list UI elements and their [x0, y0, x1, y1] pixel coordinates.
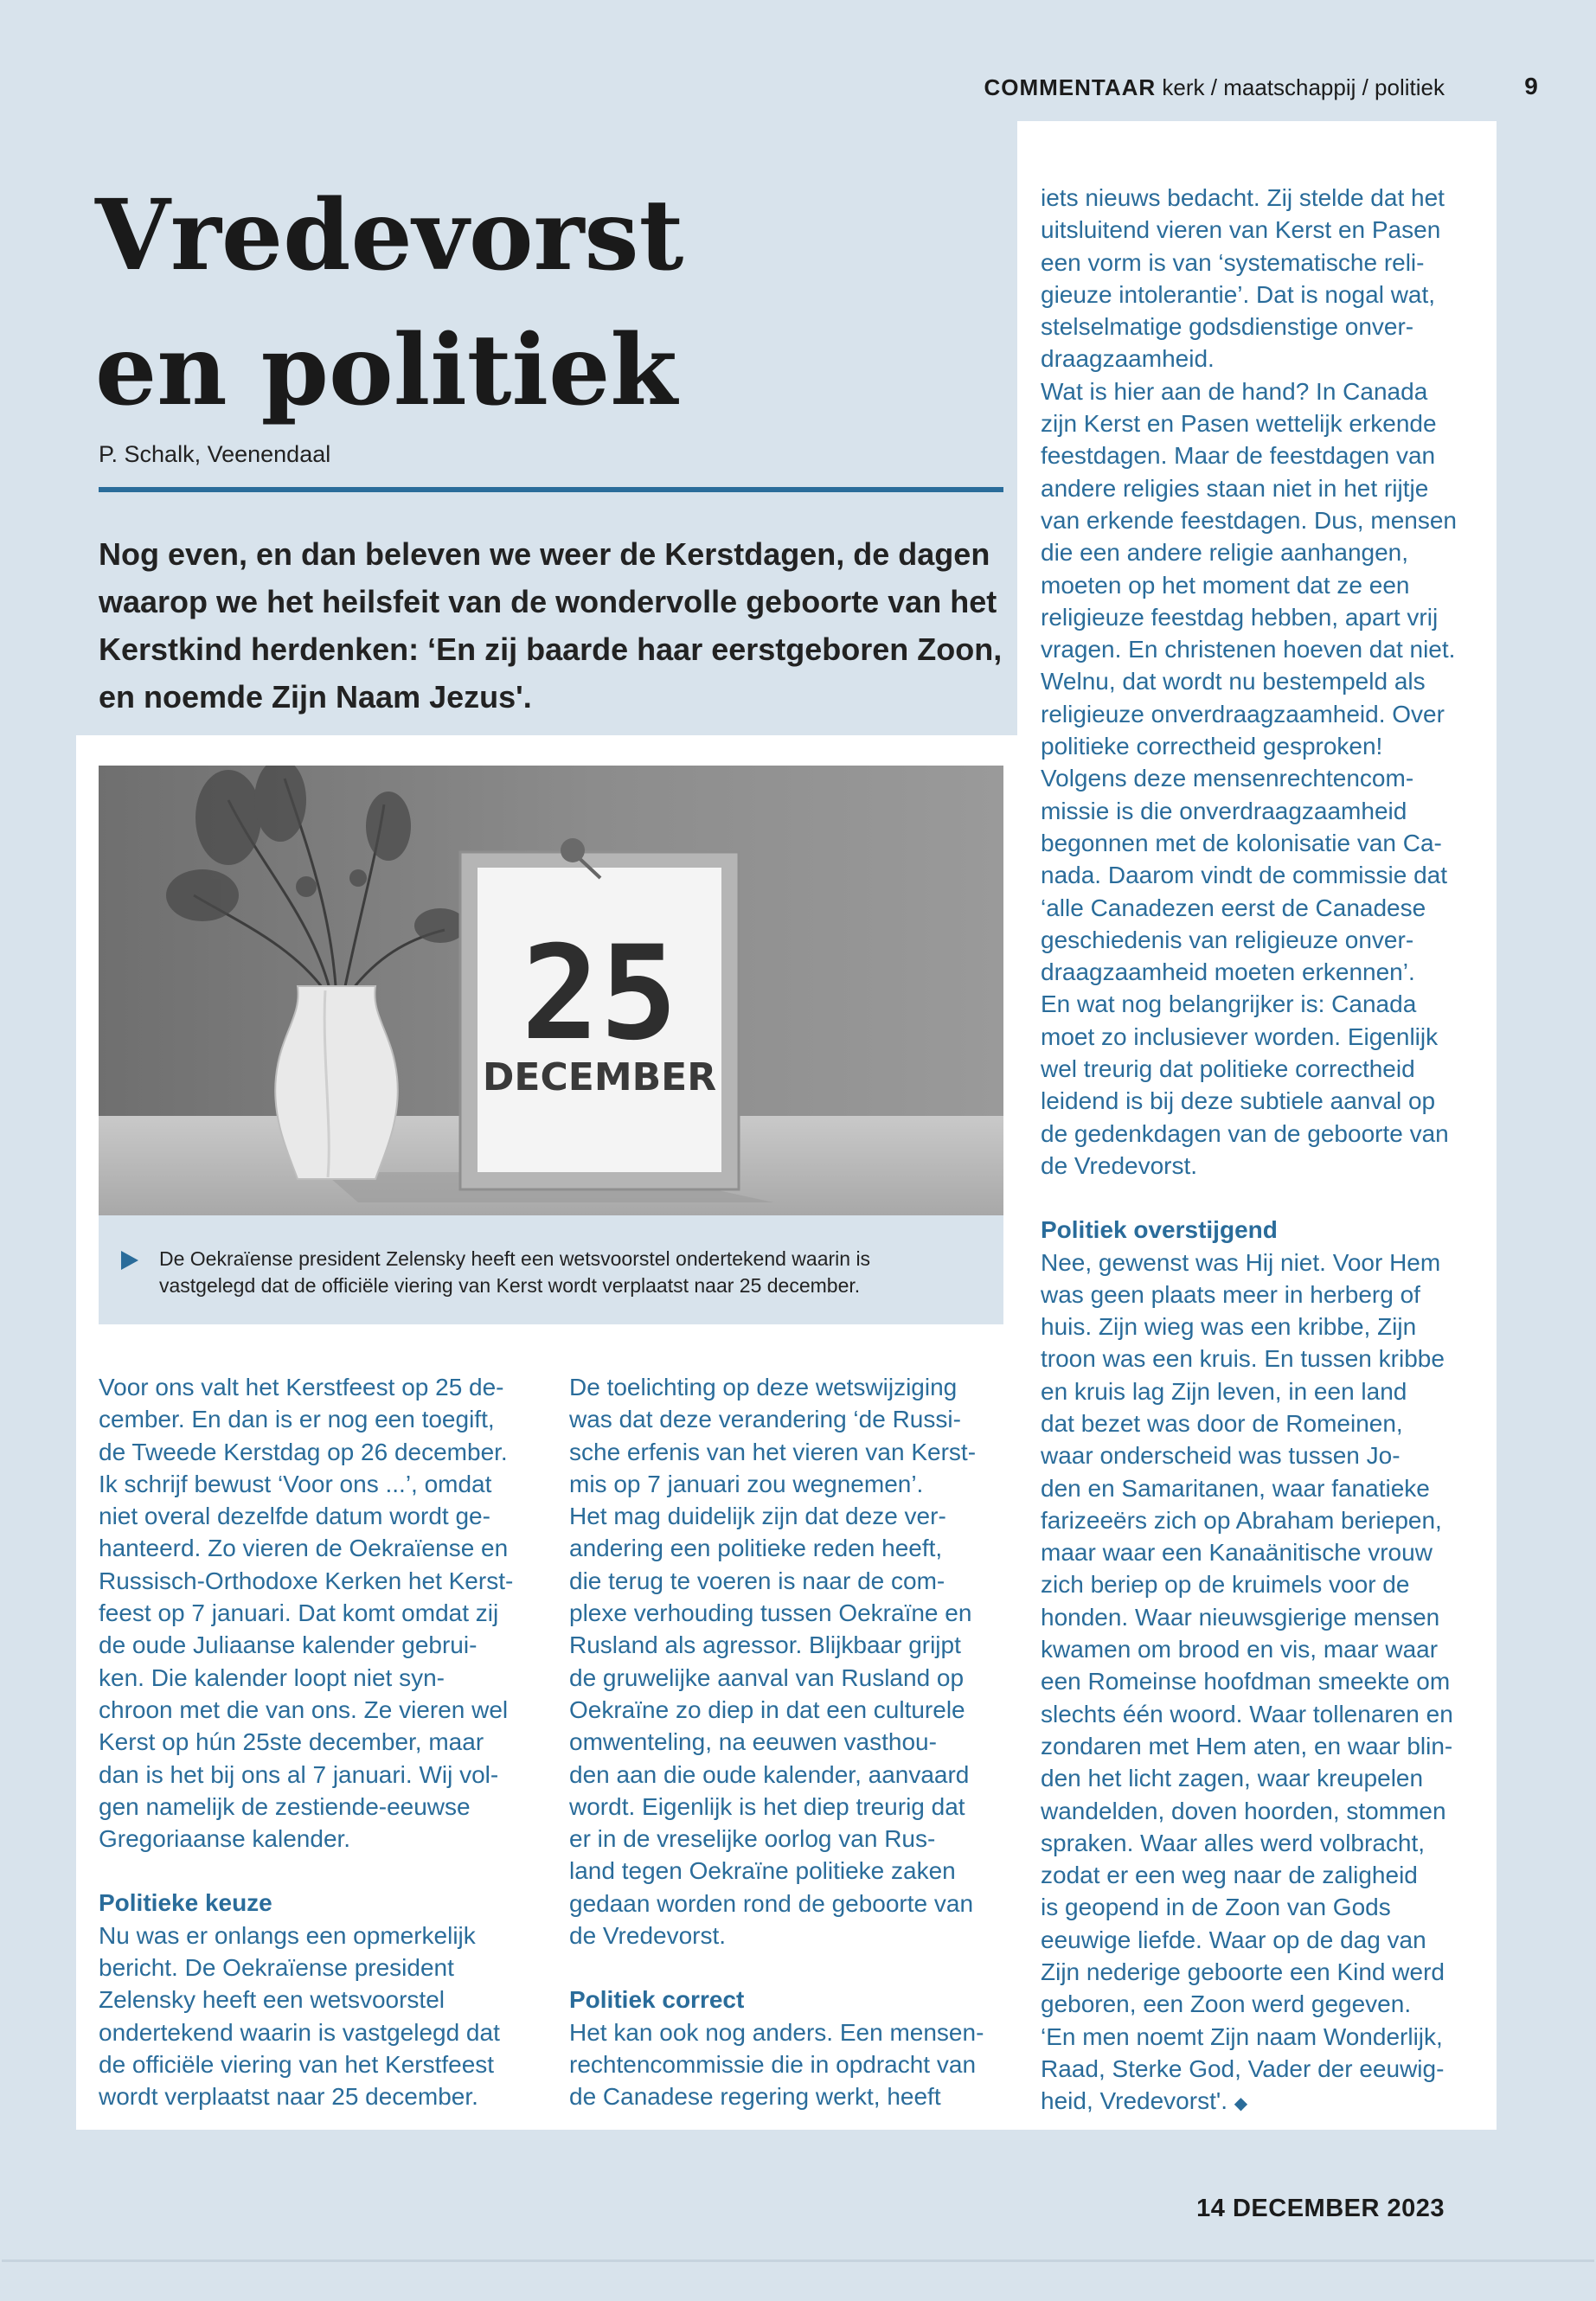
lead-line: Nog even, en dan beleven we weer de Kerstdagen, de dagen [99, 536, 990, 572]
text-line: ondertekend waarin is vastgelegd dat [99, 2018, 500, 2046]
text-line: Zijn nederige geboorte een Kind werd [1041, 1958, 1445, 1986]
text-line: moeten op het moment dat ze een [1041, 571, 1410, 599]
author-byline: P. Schalk, Veenendaal [99, 441, 331, 467]
text-line: Gregoriaanse kalender. [99, 1825, 351, 1853]
text-line: omwenteling, na eeuwen vasthou- [569, 1728, 937, 1756]
text-line: mis op 7 januari zou wegnemen’. [569, 1470, 924, 1497]
text-line: feest op 7 januari. Dat komt omdat zij [99, 1599, 499, 1627]
text-line: draagzaamheid. [1041, 345, 1215, 373]
text-line: gedaan worden rond de geboorte van [569, 1889, 974, 1917]
bottom-line [2, 2259, 1594, 2262]
text-line: de gruwelijke aanval van Rusland op [569, 1663, 965, 1691]
calendar-number: 25 [521, 919, 678, 1069]
text-line: politieke correctheid gesproken! [1041, 733, 1383, 760]
header-band [1017, 21, 1497, 121]
subheading-politieke-keuze: Politieke keuze [99, 1889, 272, 1917]
text-line: uitsluitend vieren van Kerst en Pasen [1041, 216, 1441, 244]
column-3 [1041, 182, 1490, 2121]
text-line: En wat nog belangrijker is: Canada [1041, 990, 1417, 1018]
caption-line: vastgelegd dat de officiële viering van Kerst wordt verplaatst naar 25 december. [159, 1274, 861, 1297]
issue-date: 14 DECEMBER 2023 [1196, 2195, 1445, 2222]
text-line: bericht. De Oekraïense president [99, 1954, 454, 1982]
text-line: zich beriep op de kruimels voor de [1041, 1571, 1410, 1599]
paragraph-gap [569, 1952, 1019, 1984]
text-line: sche erfenis van het vieren van Kerst- [569, 1438, 977, 1465]
text-line: zijn Kerst en Pasen wettelijk erkende [1041, 410, 1437, 438]
paragraph-gap [1041, 1182, 1490, 1214]
text-line: de Vredevorst. [569, 1922, 727, 1950]
text-line: waar onderscheid was tussen Jo- [1041, 1442, 1401, 1470]
text-line: Wat is hier aan de hand? In Canada [1041, 377, 1428, 405]
text-line: plexe verhouding tussen Oekraïne en [569, 1599, 972, 1627]
page-background-top [0, 0, 1596, 21]
text-line: Volgens deze mensenrechtencom- [1041, 765, 1414, 792]
title-rule [99, 487, 1003, 492]
text-line: wordt. Eigenlijk is het diep treurig dat [569, 1792, 965, 1820]
title-line-2: en politiek [95, 314, 677, 427]
text-line: feestdagen. Maar de feestdagen van [1041, 442, 1436, 470]
text-line: Nee, gewenst was Hij niet. Voor Hem [1041, 1248, 1441, 1276]
lead-paragraph [99, 530, 1007, 721]
running-header [865, 74, 1445, 101]
lead-line: Kerstkind herdenken: ‘En zij baarde haar eerstgeboren Zoon, [99, 631, 1003, 667]
column-2 [569, 1371, 1019, 2113]
text-line: dat bezet was door de Romeinen, [1041, 1409, 1403, 1437]
text-line: religieuze feestdag hebben, apart vrij [1041, 603, 1439, 631]
section-label: COMMENTAAR [984, 74, 1157, 100]
text-line: vragen. En christenen hoeven dat niet. [1041, 636, 1456, 663]
text-line: den en Samaritanen, waar fanatieke [1041, 1474, 1430, 1502]
text-line: de Tweede Kerstdag op 26 december. [99, 1438, 508, 1465]
text-line: de officiële viering van het Kerstfeest [99, 2050, 495, 2078]
text-line: en kruis lag Zijn leven, in een land [1041, 1377, 1407, 1405]
text-line: stelselmatige godsdienstige onver- [1041, 313, 1414, 341]
text-line: de Canadese regering werkt, heeft [569, 2083, 941, 2111]
text-line: Rusland als agressor. Blijkbaar grijpt [569, 1631, 961, 1659]
section-topics: kerk / maatschappij / politiek [1162, 74, 1445, 100]
text-line: van erkende feestdagen. Dus, mensen [1041, 506, 1457, 534]
text-line-last [1041, 2085, 1490, 2120]
text-line: Voor ons valt het Kerstfeest op 25 de- [99, 1374, 504, 1400]
text-line: begonnen met de kolonisatie van Ca- [1041, 829, 1442, 856]
text-line: er in de vreselijke oorlog van Rus- [569, 1825, 936, 1853]
text-line: wandelden, doven hoorden, stommen [1041, 1797, 1446, 1824]
text-line: religieuze onverdraagzaamheid. Over [1041, 700, 1445, 727]
text-line: die terug te voeren is naar de com- [569, 1567, 945, 1594]
text-line: nada. Daarom vindt de commissie dat [1041, 862, 1447, 889]
text-line: hanteerd. Zo vieren de Oekraïense en [99, 1535, 509, 1562]
text-line: farizeeërs zich op Abraham beriepen, [1041, 1506, 1442, 1534]
text-line: andere religies staan niet in het rijtje [1041, 474, 1429, 502]
text-line: wordt verplaatst naar 25 december. [99, 2083, 478, 2111]
text-line: kwamen om brood en vis, maar waar [1041, 1636, 1439, 1663]
text-line: huis. Zijn wieg was een kribbe, Zijn [1041, 1313, 1417, 1341]
page-number: 9 [1524, 73, 1538, 99]
article-photo [99, 766, 1003, 1215]
text-line: chroon met die van ons. Ze vieren wel [99, 1695, 509, 1723]
text-line: niet overal dezelfde datum wordt ge- [99, 1503, 490, 1530]
page-background-right [1497, 0, 1596, 2301]
caption-arrow-icon [121, 1251, 138, 1270]
text-line: Het kan ook nog anders. Een mensen- [569, 2018, 984, 2046]
text-line: moet zo inclusiever worden. Eigenlijk [1041, 1022, 1439, 1050]
text-line: troon was een kruis. En tussen kribbe [1041, 1345, 1445, 1373]
text-line: gen namelijk de zestiende-eeuwse [99, 1792, 471, 1820]
subheading-politiek-correct: Politiek correct [569, 1986, 745, 2014]
text-line: een vorm is van ‘systematische reli- [1041, 248, 1425, 276]
text-line: de oude Juliaanse kalender gebrui- [99, 1631, 478, 1659]
text-line: zodat er een weg naar de zaligheid [1041, 1862, 1418, 1889]
text-line: geschiedenis van religieuze onver- [1041, 926, 1414, 953]
text-line: cember. En dan is er nog een toegift, [99, 1406, 495, 1433]
text-line: Het mag duidelijk zijn dat deze ver- [569, 1503, 946, 1530]
text-line: de Vredevorst. [1041, 1151, 1198, 1179]
vase [275, 986, 398, 1179]
text-line: rechtencommissie die in opdracht van [569, 2050, 977, 2078]
subheading-politiek-overstijgend: Politiek overstijgend [1041, 1216, 1278, 1244]
text-line: gieuze intolerantie’. Dat is nogal wat, [1041, 280, 1436, 308]
article-title [95, 169, 683, 439]
text-line: draagzaamheid moeten erkennen’. [1041, 958, 1415, 986]
text-line: slechts één woord. Waar tollenaren en [1041, 1700, 1453, 1727]
text-line: den het licht zagen, waar kreupelen [1041, 1765, 1424, 1792]
text-line: was dat deze verandering ‘de Russi- [569, 1406, 961, 1433]
text-line: Zelensky heeft een wetsvoorstel [99, 1986, 445, 2014]
text-line: Russisch-Orthodoxe Kerken het Kerst- [99, 1567, 514, 1594]
column-1 [99, 1371, 548, 2113]
text-line: ken. Die kalender loopt niet syn- [99, 1663, 445, 1691]
text-line: De toelichting op deze wetswijziging [569, 1374, 958, 1400]
text-line: dan is het bij ons al 7 januari. Wij vol- [99, 1760, 499, 1788]
calendar-photo-illustration [99, 766, 1003, 1215]
text-line: Nu was er onlangs een opmerkelijk [99, 1921, 476, 1949]
text-line: wel treurig dat politieke correctheid [1041, 1055, 1415, 1083]
page-background-left [0, 0, 76, 2301]
text-line: een Romeinse hoofdman smeekte om [1041, 1668, 1451, 1695]
text-line: iets nieuws bedacht. Zij stelde dat het [1041, 184, 1445, 211]
text-line: den aan die oude kalender, aanvaard [569, 1760, 970, 1788]
text-line: ‘alle Canadezen eerst de Canadese [1041, 894, 1426, 921]
text-line: eeuwige liefde. Waar op de dag van [1041, 1926, 1426, 1953]
text-line: Oekraïne zo diep in dat een culturele [569, 1695, 965, 1723]
text-line: land tegen Oekraïne politieke zaken [569, 1857, 956, 1885]
text-line: is geopend in de Zoon van Gods [1041, 1894, 1391, 1921]
paragraph-gap [99, 1855, 548, 1887]
text-line: andering een politieke reden heeft, [569, 1535, 943, 1562]
text-line: spraken. Waar alles werd volbracht, [1041, 1829, 1426, 1856]
calendar-month: DECEMBER [482, 1055, 717, 1099]
text-line: Welnu, dat wordt nu bestempeld als [1041, 668, 1426, 695]
text-line: zondaren met Hem aten, en waar blin- [1041, 1732, 1453, 1759]
text-line: maar waar een Kanaänitische vrouw [1041, 1539, 1433, 1567]
text-line: ‘En men noemt Zijn naam Wonderlijk, [1041, 2022, 1443, 2050]
closing-text: heid, Vredevorst'. [1041, 2087, 1227, 2115]
text-line: de gedenkdagen van de geboorte van [1041, 1119, 1449, 1147]
text-line: missie is die onverdraagzaamheid [1041, 797, 1407, 824]
caption-line: De Oekraïense president Zelensky heeft een wetsvoorstel ondertekend waarin is [159, 1247, 871, 1270]
text-line: Ik schrijf bewust ‘Voor ons ...’, omdat [99, 1470, 492, 1497]
text-line: was geen plaats meer in herberg of [1041, 1280, 1420, 1308]
text-line: geboren, een Zoon werd gegeven. [1041, 1990, 1412, 2018]
text-line: Kerst op hún 25ste december, maar [99, 1728, 484, 1756]
lead-line: waarop we het heilsfeit van de wondervolle geboorte van het [99, 584, 997, 619]
photo-caption [159, 1246, 990, 1299]
end-mark-icon: ◆ [1234, 2094, 1248, 2114]
lead-line: en noemde Zijn Naam Jezus'. [99, 679, 532, 715]
text-line: leidend is bij deze subtiele aanval op [1041, 1087, 1436, 1115]
title-line-1: Vredevorst [95, 179, 684, 292]
text-line: die een andere religie aanhangen, [1041, 539, 1409, 567]
text-line: Raad, Sterke God, Vader der eeuwig- [1041, 2054, 1445, 2082]
text-line: honden. Waar nieuwsgierige mensen [1041, 1603, 1440, 1631]
pin-icon [561, 838, 585, 862]
